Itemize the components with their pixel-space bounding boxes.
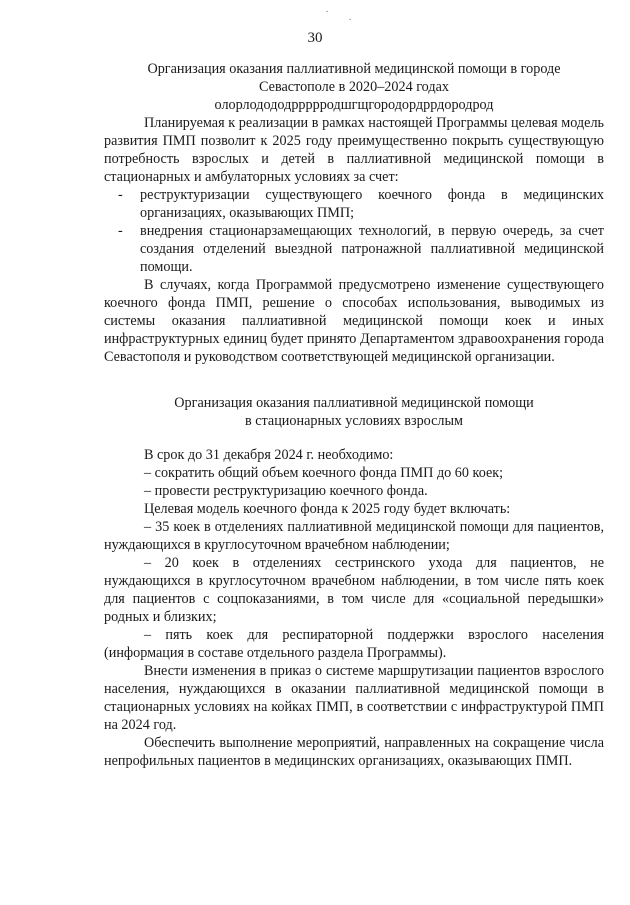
paragraph: Обеспечить выполнение мероприятий, направленных на сокращение числа непрофильных пациентов в медицинских организациях, оказывающих ПМП. <box>104 735 604 769</box>
list-item-text: реструктуризации существующего коечного фонда в медицинских организациях, оказывающих ПМП; <box>140 187 604 221</box>
bullet-marker: - <box>118 223 123 239</box>
scan-mark: . <box>349 12 352 22</box>
list-item <box>102 222 604 276</box>
section-title-line: Организация оказания паллиативной медицинской помощи <box>174 395 534 411</box>
list-item: – 20 коек в отделениях сестринского ухода для пациентов, не нуждающихся в круглосуточном врачебном наблюдении, в том числе пять коек для пациентов с соцпоказаниями, в том числе для «социальной передышки» родных и близких; <box>104 555 604 625</box>
paragraph: Внести изменения в приказ о системе маршрутизации пациентов взрослого населения, нуждающихся в оказании паллиативной медицинской помощи в стационарных условиях на койках ПМП, в соответствии с инфраструктурой ПМП на 2024 год. <box>104 663 604 733</box>
list-item: – сократить общий объем коечного фонда ПМП до 60 коек; <box>144 465 504 481</box>
section-title <box>104 60 604 114</box>
page-number: 30 <box>307 30 323 46</box>
paragraph: Планируемая к реализации в рамках настоящей Программы целевая модель развития ПМП позволит к 2025 году преимущественно покрыть существующую потребность взрослых и детей в паллиативной медицинской помощи в стационарных и амбулаторных условиях за счет: <box>104 115 604 185</box>
list-item: – провести реструктуризацию коечного фонда. <box>144 483 428 499</box>
list-item <box>102 186 604 222</box>
paragraph: В срок до 31 декабря 2024 г. необходимо: <box>144 447 394 463</box>
section-title-line: Организация оказания паллиативной медицинской помощи в городе <box>147 61 561 77</box>
section-body <box>104 114 604 366</box>
section-title-line: в стационарных условиях взрослым <box>245 413 463 429</box>
list-item: – 35 коек в отделениях паллиативной медицинской помощи для пациентов, нуждающихся в круглосуточном врачебном наблюдении; <box>104 519 604 553</box>
paragraph: В случаях, когда Программой предусмотрено изменение существующего коечного фонда ПМП, решение о способах использования, выводимых из системы оказания паллиативной медицинской помощи коек и иных инфраструктурных единиц будет принято Департаментом здравоохранения города Севастополя и руководством соответствующей медицинской организации. <box>104 277 604 365</box>
section-body <box>104 446 604 770</box>
section-title-line: олорлодододррррродшгщгородордррдородрод <box>214 97 494 113</box>
bullet-marker: - <box>118 187 123 203</box>
list-item-text: внедрения стационарзамещающих технологий, в первую очередь, за счет создания отделений выездной патронажной паллиативной медицинской помощи. <box>140 223 604 275</box>
section-title-line: Севастополе в 2020–2024 годах <box>259 79 449 95</box>
scan-mark: . <box>326 4 329 14</box>
paragraph: Целевая модель коечного фонда к 2025 году будет включать: <box>144 501 511 517</box>
section-title <box>104 394 604 430</box>
list-item: – пять коек для респираторной поддержки взрослого населения (информация в составе отдельного раздела Программы). <box>104 627 604 661</box>
